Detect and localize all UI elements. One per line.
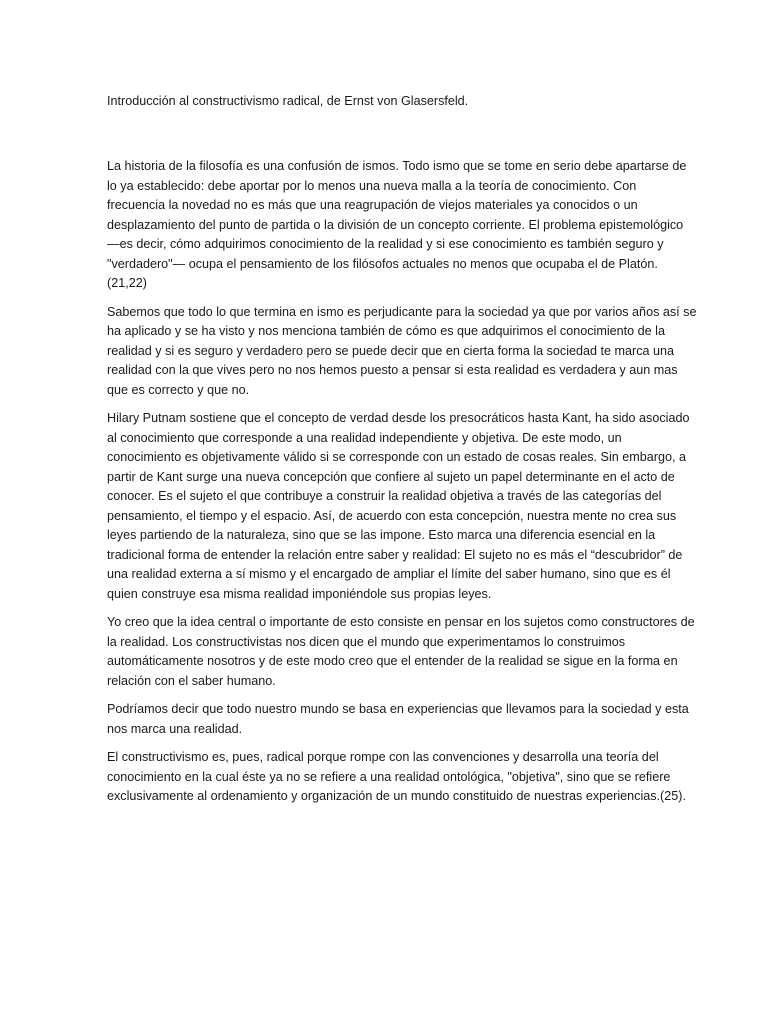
paragraph-3: Hilary Putnam sostiene que el concepto de verdad desde los presocráticos hasta Kant, ha sido asociado al conocimiento que corresponde a una realidad independiente y objetiva. De este modo, un conocimiento es objetivamente válido si se corresponde con un estado de cosas reales. Sin embargo, a partir de Kant surge una nueva concepción que confiere al sujeto un papel determinante en el acto de conocer. Es el sujeto el que contribuye a construir la realidad objetiva a través de las categorías del pensamiento, el tiempo y el espacio. Así, de acuerdo con esta concepción, nuestra mente no crea sus leyes partiendo de la naturaleza, sino que se las impone. Esto marca una diferencia esencial en la tradicional forma de entender la relación entre saber y realidad: El sujeto no es más el “descubridor” de una realidad externa a sí mismo y el encargado de ampliar el límite del saber humano, sino que es él quien construye esa misma realidad imponiéndole sus propias leyes. [107, 411, 690, 601]
paragraph-4: Yo creo que la idea central o importante de esto consiste en pensar en los sujetos como constructores de la realidad. Los constructivistas nos dicen que el mundo que experimentamos lo construimos automáticamente nosotros y de este modo creo que el entender de la realidad se sigue en la forma en relación con el saber humano. [107, 615, 695, 688]
document-title: Introducción al constructivismo radical, de Ernst von Glasersfeld. [107, 94, 469, 108]
paragraph-1: La historia de la filosofía es una confusión de ismos. Todo ismo que se tome en serio debe apartarse de lo ya establecido: debe aportar por lo menos una nueva malla a la teoría de conocimiento. Con frecuencia la novedad no es más que una reagrupación de viejos materiales ya conocidos o un desplazamiento del punto de partida o la división de un concepto corriente. El problema epistemológico —es decir, cómo adquirimos conocimiento de la realidad y si ese conocimiento es también seguro y "verdadero"— ocupa el pensamiento de los filósofos actuales no menos que ocupaba el de Platón. (21,22) [107, 159, 687, 290]
paragraph-2: Sabemos que todo lo que termina en ismo es perjudicante para la sociedad ya que por varios años así se ha aplicado y se ha visto y nos menciona también de cómo es que adquirimos el conocimiento de la realidad y si es seguro y verdadero pero se puede decir que en cierta forma la sociedad te marca una realidad con la que vives pero no nos hemos puesto a pensar si esta realidad es verdadera y aun mas que es correcto y que no. [107, 304, 697, 397]
document-body [107, 157, 697, 816]
paragraph-5: Podríamos decir que todo nuestro mundo se basa en experiencias que llevamos para la sociedad y esta nos marca una realidad. [107, 702, 689, 736]
paragraph-6: El constructivismo es, pues, radical porque rompe con las convenciones y desarrolla una teoría del conocimiento en la cual éste ya no se refiere a una realidad ontológica, "objetiva", sino que se refiere exclusivamente al ordenamiento y organización de un mundo constituido de nuestras experiencias.(25). [107, 750, 686, 803]
